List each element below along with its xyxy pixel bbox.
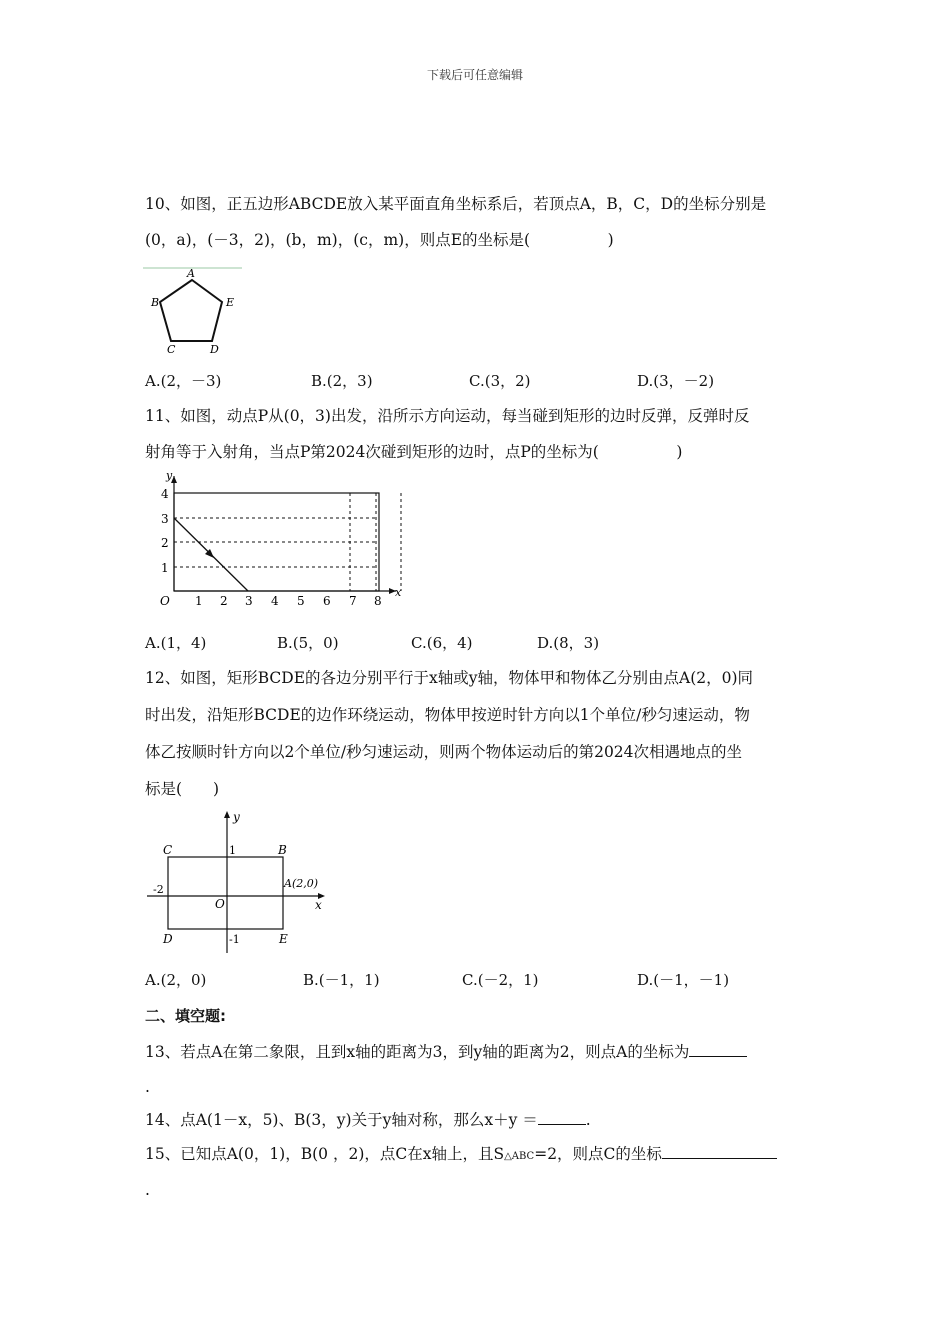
- q14-line: [145, 1108, 591, 1131]
- q14-text: 14、点A(1－x，5)、B(3，y)关于y轴对称，那么x＋y ＝: [145, 1111, 538, 1129]
- page-header: 下载后可任意编辑: [426, 68, 523, 82]
- q15-text-b: =2，则点C的坐标: [534, 1145, 662, 1163]
- tick-m2-label: -2: [153, 883, 164, 896]
- y-tick-1: 1: [161, 561, 169, 575]
- vertex-d-label: D: [210, 343, 219, 356]
- q10-option-b: B.(2，3): [311, 372, 373, 390]
- pentagon-figure: [143, 264, 243, 356]
- vertex-e-label-q12: E: [279, 932, 288, 946]
- q11-line1: 11、如图，动点P从(0，3)出发，沿所示方向运动，每当碰到矩形的边时反弹，反弹时反: [145, 407, 750, 425]
- x-tick-1: 1: [195, 594, 203, 608]
- q10-line2: (0，a)，(－3，2)，(b，m)，(c，m)，则点E的坐标是( ): [145, 231, 614, 249]
- point-a-label: A(2,0): [284, 877, 319, 890]
- section-2-heading: 二、填空题:: [145, 1007, 226, 1025]
- y-axis-label-q12: y: [233, 810, 240, 824]
- y-axis-label: y: [166, 469, 173, 482]
- y-tick-2: 2: [161, 536, 169, 550]
- vertex-e-label: E: [226, 296, 235, 309]
- q13-end: .: [145, 1078, 150, 1096]
- q10-option-c: C.(3，2): [469, 372, 531, 390]
- q14-answer-blank[interactable]: [538, 1108, 586, 1125]
- q12-option-d: D.(－1，－1): [637, 971, 730, 989]
- tick-m1-label: -1: [229, 933, 240, 946]
- q15-answer-blank[interactable]: [662, 1142, 777, 1159]
- q11-option-a: A.(1，4): [145, 634, 207, 652]
- q12-line2: 时出发，沿矩形BCDE的边作环绕运动，物体甲按逆时针方向以1个单位/秒匀速运动，物: [145, 706, 750, 724]
- x-tick-8: 8: [374, 594, 382, 608]
- q15-subscript: △ABC: [504, 1151, 535, 1162]
- y-tick-4: 4: [161, 487, 169, 501]
- q15-line: [145, 1142, 777, 1168]
- vertex-d-label-q12: D: [163, 932, 173, 946]
- q12-option-c: C.(－2，1): [462, 971, 539, 989]
- q12-line3: 体乙按顺时针方向以2个单位/秒匀速运动，则两个物体运动后的第2024次相遇地点的坐: [145, 743, 743, 761]
- x-tick-6: 6: [323, 594, 331, 608]
- q13-text: 13、若点A在第二象限，且到x轴的距离为3，到y轴的距离为2，则点A的坐标为: [145, 1043, 690, 1061]
- x-tick-4: 4: [271, 594, 279, 608]
- x-tick-7: 7: [349, 594, 357, 608]
- x-tick-5: 5: [297, 594, 305, 608]
- q15-text-a: 15、已知点A(0，1)，B(0 ，2)，点C在x轴上，且S: [145, 1145, 505, 1163]
- q14-end: .: [585, 1111, 591, 1129]
- vertex-c-label-q12: C: [163, 843, 173, 857]
- vertex-b-label-q12: B: [278, 843, 287, 857]
- q13-answer-blank[interactable]: [689, 1040, 747, 1057]
- x-tick-2: 2: [220, 594, 228, 608]
- tick-1-label: 1: [229, 844, 236, 857]
- origin-label-q12: O: [215, 897, 225, 911]
- q10-option-a: A.(2，－3): [145, 372, 222, 390]
- vertex-b-label: B: [151, 296, 160, 309]
- q11-option-d: D.(8，3): [537, 634, 600, 652]
- q12-option-a: A.(2，0): [145, 971, 207, 989]
- rectangle-grid-figure: [150, 468, 410, 610]
- q11-option-b: B.(5，0): [277, 634, 339, 652]
- x-axis-label-q12: x: [315, 898, 322, 912]
- rectangle-bcde-figure: [143, 805, 328, 955]
- vertex-c-label: C: [167, 343, 176, 356]
- q10-line1: 10、如图，正五边形ABCDE放入某平面直角坐标系后，若顶点A，B，C，D的坐标分别是: [145, 195, 767, 213]
- q11-line2: 射角等于入射角，当点P第2024次碰到矩形的边时，点P的坐标为( ): [145, 443, 683, 461]
- x-tick-3: 3: [245, 594, 253, 608]
- y-tick-3: 3: [161, 512, 169, 526]
- q15-end: .: [145, 1181, 150, 1199]
- vertex-a-label: A: [187, 267, 195, 280]
- q12-line4: 标是( ): [145, 780, 220, 798]
- x-axis-label: x: [395, 586, 402, 599]
- q12-option-b: B.(－1，1): [303, 971, 380, 989]
- q10-option-d: D.(3，－2): [637, 372, 715, 390]
- q13-line: [145, 1040, 747, 1063]
- origin-label: O: [160, 594, 170, 608]
- q11-option-c: C.(6，4): [411, 634, 473, 652]
- q12-line1: 12、如图，矩形BCDE的各边分别平行于x轴或y轴，物体甲和物体乙分别由点A(2，0)同: [145, 669, 754, 687]
